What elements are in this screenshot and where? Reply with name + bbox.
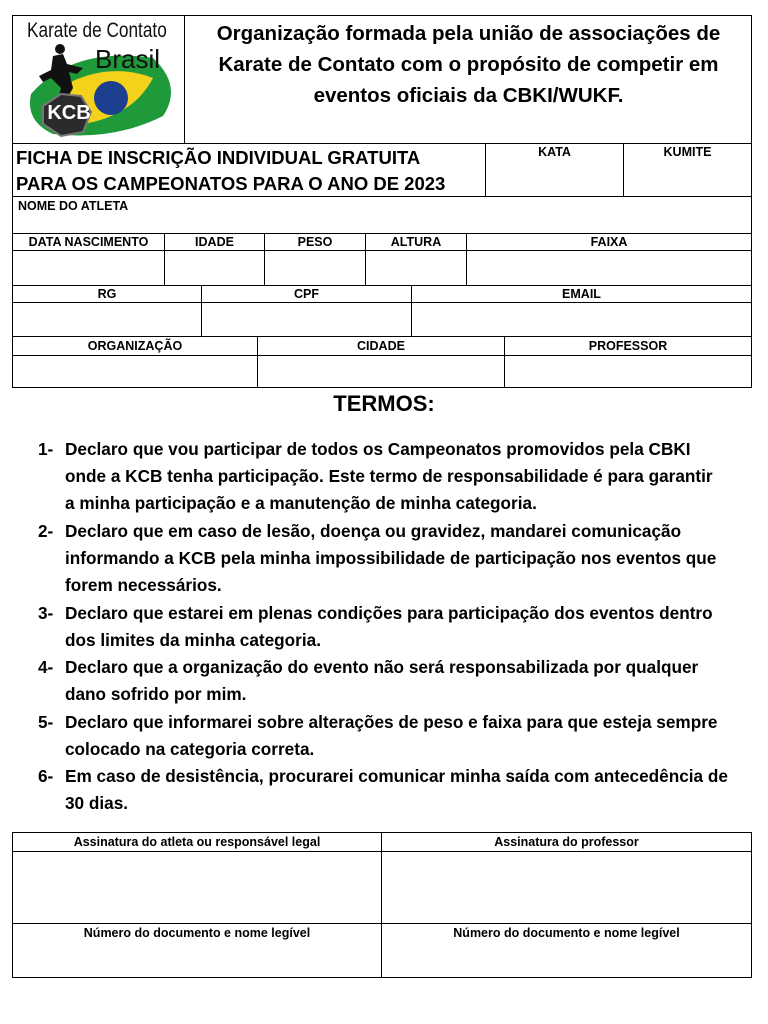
- belt-label: FAIXA: [590, 235, 628, 249]
- organization-field[interactable]: [13, 356, 257, 387]
- term-line: informando a KCB pela minha impossibilidade de participação nos eventos que: [65, 548, 717, 569]
- age-field[interactable]: [165, 251, 264, 285]
- kumite-label: KUMITE: [663, 145, 712, 159]
- athlete-document-label: Número do documento e nome legível: [83, 926, 311, 940]
- email-field[interactable]: [412, 303, 751, 336]
- rg-field[interactable]: [13, 303, 201, 336]
- term-item-2: [38, 518, 753, 600]
- term-line: Em caso de desistência, procurarei comunicar minha saída com antecedência de: [65, 766, 728, 786]
- term-line: onde a KCB tenha participação. Este termo de responsabilidade é para garantir: [65, 466, 713, 487]
- term-number: 6-: [38, 766, 54, 786]
- professor-label: PROFESSOR: [588, 339, 668, 353]
- professor-field[interactable]: [505, 356, 751, 387]
- professor-signature-label: Assinatura do professor: [494, 835, 639, 849]
- term-line: Declaro que a organização do evento não será responsabilizada por qualquer: [65, 657, 699, 677]
- form-title-line1: FICHA DE INSCRIÇÃO INDIVIDUAL GRATUITA: [16, 147, 421, 168]
- kumite-checkbox[interactable]: [624, 162, 751, 196]
- athlete-signature-field[interactable]: [13, 852, 381, 923]
- professor-document-label: Número do documento e nome legível: [453, 926, 680, 940]
- cpf-field[interactable]: [202, 303, 411, 336]
- term-line: Declaro que em caso de lesão, doença ou gravidez, mandarei comunicação: [65, 521, 682, 541]
- cpf-label: CPF: [294, 287, 319, 301]
- height-field[interactable]: [366, 251, 466, 285]
- term-line: dano sofrido por mim.: [65, 684, 247, 705]
- term-number: 1-: [38, 439, 54, 459]
- term-number: 2-: [38, 521, 54, 541]
- email-label: EMAIL: [562, 287, 601, 301]
- kata-label: KATA: [538, 145, 571, 159]
- term-number: 4-: [38, 657, 54, 677]
- logo-subtitle: Brasil: [95, 44, 161, 74]
- term-number: 3-: [38, 603, 54, 623]
- athlete-document-field[interactable]: [13, 943, 381, 977]
- city-field[interactable]: [258, 356, 504, 387]
- weight-field[interactable]: [265, 251, 365, 285]
- kata-checkbox[interactable]: [486, 162, 623, 196]
- birth-date-field[interactable]: [13, 251, 164, 285]
- term-line: a minha participação e a manutenção de minha categoria.: [65, 493, 537, 514]
- term-line: Declaro que vou participar de todos os Campeonatos promovidos pela CBKI: [65, 439, 691, 459]
- term-line: 30 dias.: [65, 793, 129, 814]
- age-label: IDADE: [195, 235, 234, 249]
- term-line: Declaro que informarei sobre alterações de peso e faixa para que esteja sempre: [65, 712, 718, 732]
- term-item-4: [38, 654, 753, 708]
- kcb-logo: [13, 16, 184, 143]
- professor-document-field[interactable]: [382, 943, 751, 977]
- term-number: 5-: [38, 712, 54, 732]
- terms-heading: TERMOS:: [333, 391, 435, 416]
- rg-label: RG: [97, 287, 117, 301]
- term-line: colocado na categoria correta.: [65, 739, 315, 760]
- form-title: [16, 145, 484, 196]
- organization-description: Organização formada pela união de associações de Karate de Contato com o propósito de competir em eventos oficiais da CBKI/WUKF.: [216, 22, 721, 107]
- height-label: ALTURA: [390, 235, 442, 249]
- organization-label: ORGANIZAÇÃO: [87, 339, 183, 353]
- term-item-3: [38, 600, 753, 654]
- logo-badge-text: KCB: [47, 102, 91, 124]
- birth-date-label: DATA NASCIMENTO: [28, 235, 149, 249]
- term-line: forem necessários.: [65, 575, 222, 596]
- city-label: CIDADE: [357, 339, 405, 353]
- professor-signature-field[interactable]: [382, 852, 751, 923]
- term-item-6: [38, 763, 753, 817]
- form-title-line2: PARA OS CAMPEONATOS PARA O ANO DE 2023: [16, 172, 446, 194]
- term-item-1: [38, 436, 753, 518]
- logo-title: Karate de Contato: [27, 19, 167, 42]
- term-line: dos limites da minha categoria.: [65, 630, 321, 651]
- term-item-5: [38, 709, 753, 763]
- athlete-name-label: NOME DO ATLETA: [18, 199, 129, 213]
- term-line: Declaro que estarei em plenas condições para participação dos eventos dentro: [65, 603, 713, 623]
- athlete-name-field[interactable]: [13, 214, 751, 233]
- belt-field[interactable]: [467, 251, 751, 285]
- weight-label: PESO: [297, 235, 333, 249]
- athlete-signature-label: Assinatura do atleta ou responsável legal: [73, 835, 321, 849]
